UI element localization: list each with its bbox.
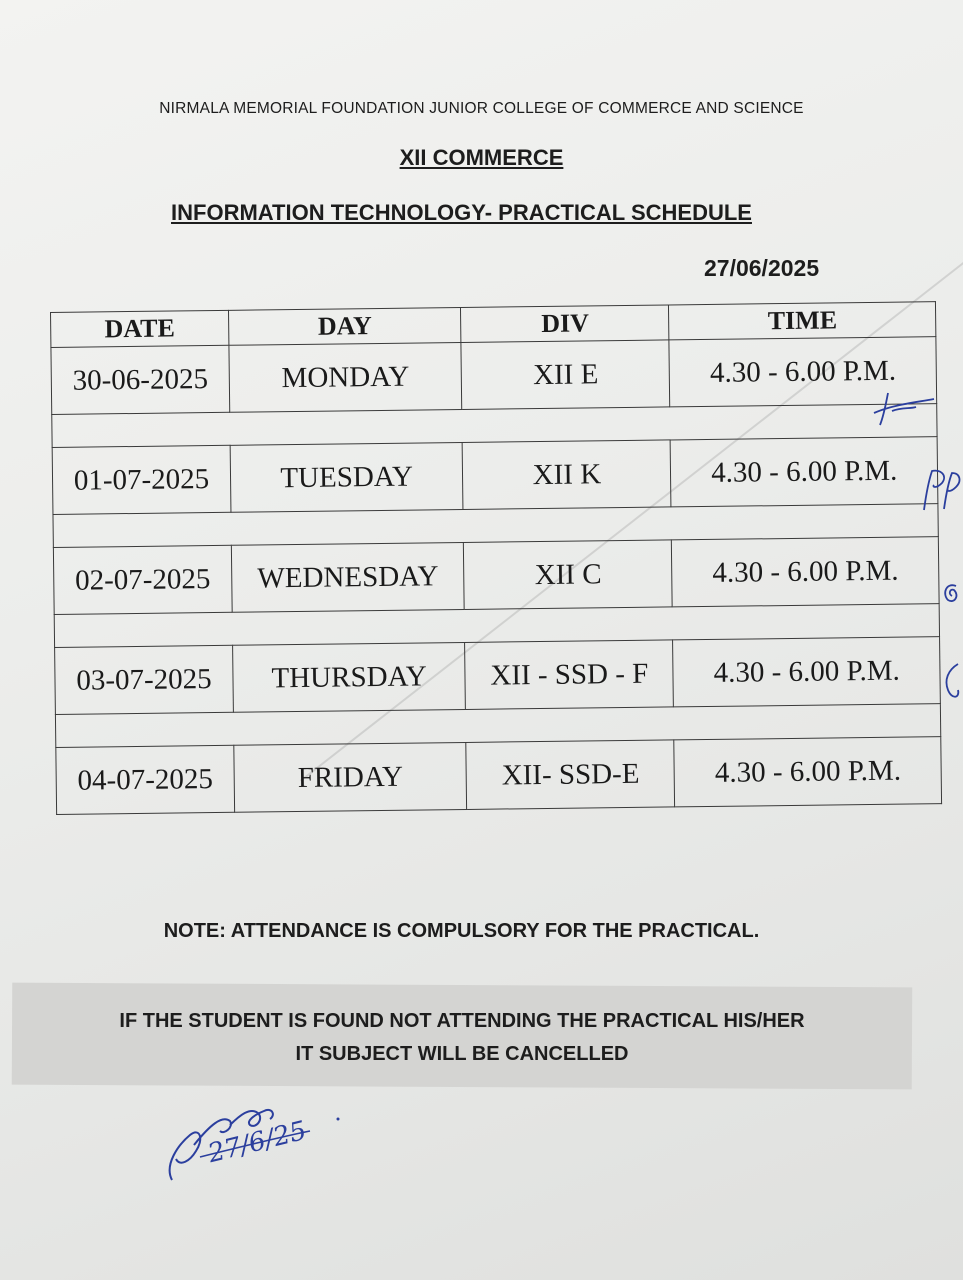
cell-day: WEDNESDAY: [231, 542, 464, 612]
col-header-time: TIME: [669, 302, 936, 340]
cell-time: 4.30 - 6.00 P.M.: [669, 337, 936, 407]
col-header-date: DATE: [51, 310, 229, 347]
cell-date: 30-06-2025: [51, 345, 230, 414]
schedule-table: [50, 301, 942, 815]
cell-div: XII E: [461, 340, 670, 410]
cell-time: 4.30 - 6.00 P.M.: [673, 637, 940, 707]
attendance-note: NOTE: ATTENDANCE IS COMPULSORY FOR THE PRACTICAL.: [163, 920, 760, 942]
signature-date: 27/6/25: [205, 1115, 310, 1170]
schedule-title-text: INFORMATION TECHNOLOGY- PRACTICAL SCHEDULE: [171, 200, 752, 225]
table-row: [56, 737, 942, 815]
warning-line-1: IF THE STUDENT IS FOUND NOT ATTENDING THE PRACTICAL HIS/HER: [119, 1010, 805, 1032]
handwritten-initial-mark: [940, 660, 963, 710]
table-row: [52, 437, 938, 515]
cell-day: FRIDAY: [234, 742, 467, 812]
table-row: [53, 537, 939, 615]
issue-date: 27/06/2025: [704, 255, 820, 281]
cell-date: 03-07-2025: [55, 645, 234, 714]
table-row: [51, 337, 937, 415]
col-header-div: DIV: [461, 305, 670, 343]
handwritten-initial-mark: [872, 385, 942, 430]
col-header-day: DAY: [228, 307, 461, 345]
cell-div: XII - SSD - F: [465, 640, 674, 710]
cell-div: XII C: [464, 540, 673, 610]
college-name: NIRMALA MEMORIAL FOUNDATION JUNIOR COLLEGE OF COMMERCE AND SCIENCE: [159, 100, 804, 117]
schedule-title: [0, 200, 943, 226]
class-title-text: XII COMMERCE: [399, 145, 564, 170]
cell-div: XII- SSD-E: [466, 740, 675, 810]
cell-time: 4.30 - 6.00 P.M.: [671, 437, 938, 507]
table-row: [55, 637, 941, 715]
cell-time: 4.30 - 6.00 P.M.: [674, 737, 941, 807]
handwritten-initial-mark: [918, 465, 963, 515]
warning-line-2: IT SUBJECT WILL BE CANCELLED: [295, 1043, 629, 1065]
cell-day: TUESDAY: [230, 442, 463, 512]
cell-day: THURSDAY: [233, 642, 466, 712]
cell-date: 01-07-2025: [52, 445, 231, 514]
cell-time: 4.30 - 6.00 P.M.: [672, 537, 939, 607]
handwritten-initial-mark: [938, 572, 963, 612]
warning-box: [12, 983, 913, 1090]
cell-date: 02-07-2025: [53, 545, 232, 614]
class-title: [0, 145, 963, 171]
cell-date: 04-07-2025: [56, 745, 235, 814]
cell-day: MONDAY: [229, 342, 462, 412]
cell-div: XII K: [462, 440, 671, 510]
